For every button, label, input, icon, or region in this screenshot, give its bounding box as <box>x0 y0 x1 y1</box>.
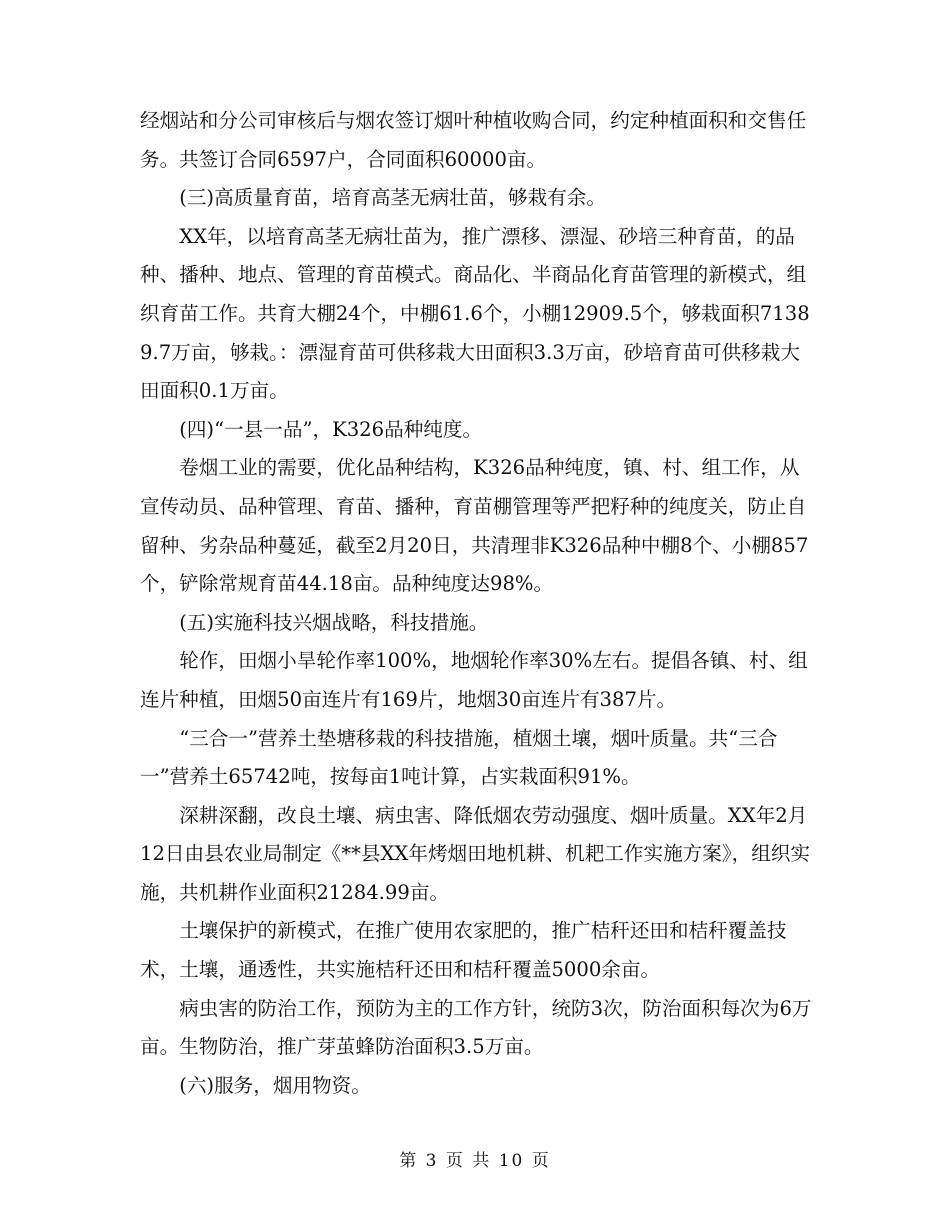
paragraph-pest-control: 病虫害的防治工作，预防为主的工作方针，统防3次，防治面积每次为6万亩。生物防治，推广芽茧蜂防治面积3.5万亩。 <box>140 996 812 1059</box>
paragraph-seedling-cultivation: XX年，以培育高茎无病壮苗为，推广漂移、漂湿、砂培三种育苗，的品种、播种、地点、管理的育苗模式。商品化、半商品化育苗管理的新模式，组织育苗工作。共育大棚24个，中棚61.6个，小棚12909.5个，够栽面积71389.7万亩，够栽。：漂湿育苗可供移栽大田面积3.3万亩，砂培育苗可供移栽大田面积0.1万亩。 <box>140 224 810 403</box>
page-number-footer: 第 3 页 共 10 页 <box>399 1151 551 1171</box>
heading-section-3: (三)高质量育苗，培育高茎无病壮苗，够栽有余。 <box>179 186 606 210</box>
paragraph-soil-protection: 土壤保护的新模式，在推广使用农家肥的，推广桔秆还田和桔秆覆盖技术，土壤，通透性，共实施桔秆还田和桔秆覆盖5000余亩。 <box>140 919 787 982</box>
paragraph-nutrient-soil: “三合一”营养土垫塘移栽的科技措施，植烟土壤，烟叶质量。共“三合一”营养土65742吨，按每亩1吨计算，占实栽面积91%。 <box>140 726 778 789</box>
heading-section-5: (五)实施科技兴烟战略，科技措施。 <box>179 610 489 634</box>
paragraph-deep-plowing: 深耕深翻，改良土壤、病虫害、降低烟农劳动强度、烟叶质量。XX年2月12日由县农业局制定《**县XX年烤烟田地机耕、机耙工作实施方案》，组织实施，共机耕作业面积21284.99亩。 <box>140 803 811 904</box>
heading-section-4: (四)“一县一品”，K326品种纯度。 <box>179 417 483 441</box>
paragraph-variety-purity: 卷烟工业的需要，优化品种结构，K326品种纯度，镇、村、组工作，从宣传动员、品种管理、育苗、播种，育苗棚管理等严把籽种的纯度关，防止自留种、劣杂品种蔓延，截至2月20日，共清理非K326品种中棚8个、小棚857个，铲除常规育苗44.18亩。品种纯度达98%。 <box>140 456 809 596</box>
heading-section-6: (六)服务，烟用物资。 <box>179 1073 371 1097</box>
paragraph-crop-rotation: 轮作，田烟小旱轮作率100%，地烟轮作率30%左右。提倡各镇、村、组连片种植，田烟50亩连片有169片，地烟30亩连片有387片。 <box>140 649 808 711</box>
paragraph-contract-summary: 经烟站和分公司审核后与烟农签订烟叶种植收购合同，约定种植面积和交售任务。共签订合同6597户，合同面积60000亩。 <box>140 109 807 171</box>
document-body <box>140 102 812 1105</box>
